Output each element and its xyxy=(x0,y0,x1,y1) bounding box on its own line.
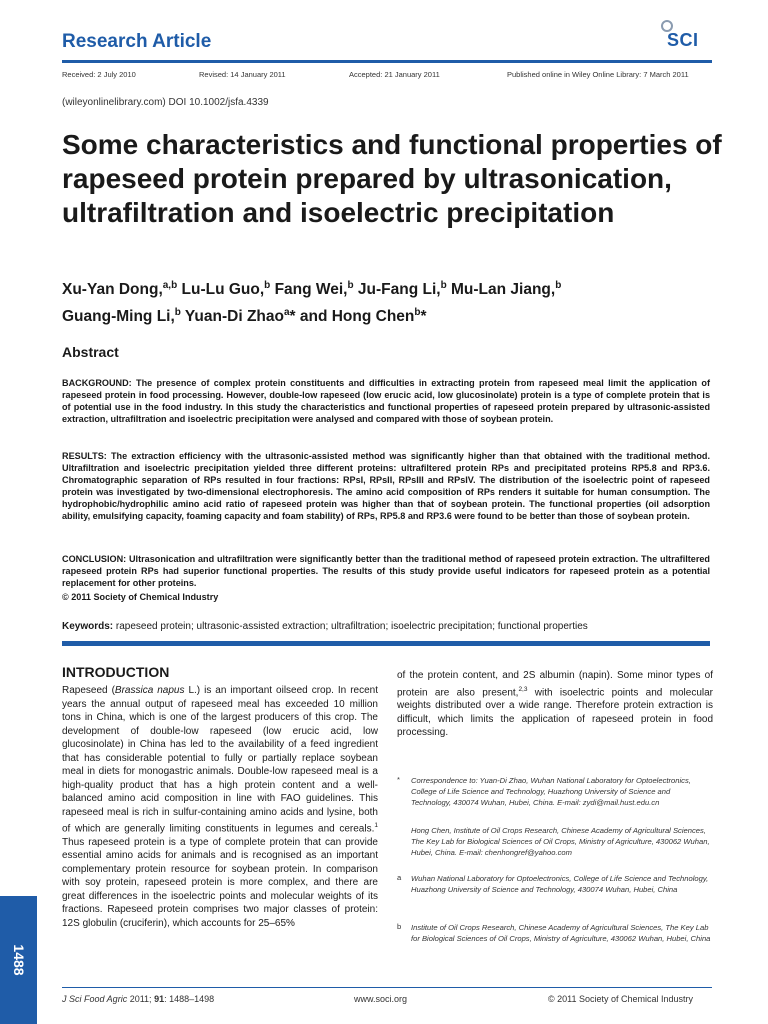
doi-line: (wileyonlinelibrary.com) DOI 10.1002/jsfa.4339 xyxy=(62,97,269,108)
header-rule xyxy=(62,60,712,63)
affiliation-b-marker: b xyxy=(397,922,402,931)
author-affiliation: b xyxy=(174,307,181,319)
correspondence-note-2: Hong Chen, Institute of Oil Crops Research, Chinese Academy of Agricultural Sciences, The Key Lab for Biological Sciences of Oil Crops, Ministry of Agriculture, 430062 Wuhan, Hubei, China. E-mail: chenhongref@yahoo.com xyxy=(411,826,710,857)
author-line-2 xyxy=(62,308,427,325)
abstract-copyright: © 2011 Society of Chemical Industry xyxy=(62,592,219,602)
footer-copyright: © 2011 Society of Chemical Industry xyxy=(548,994,694,1004)
received-date: Received: 2 July 2010 xyxy=(62,70,136,79)
paper-title: Some characteristics and functional properties of rapeseed protein prepared by ultrasonication, ultrafiltration and isoelectric precipitation xyxy=(62,129,722,228)
logo-text: SCI xyxy=(667,30,699,50)
introduction-heading: INTRODUCTION xyxy=(62,664,170,680)
keywords xyxy=(62,621,710,632)
page-number-tab xyxy=(0,896,37,1024)
affiliation-a-marker: a xyxy=(397,873,402,882)
author-affiliation: b xyxy=(555,280,562,291)
intro-text: with isoelectric points and molecular weights distributed over a wide range. Therefore protein extraction is difficult, which limits the application of rapeseed protein in food processing. xyxy=(397,686,713,739)
author-name: * xyxy=(420,308,427,326)
footer-year: 2011; xyxy=(127,994,155,1004)
author-affiliation: a xyxy=(283,307,290,319)
published-date: Published online in Wiley Online Library: 7 March 2011 xyxy=(507,70,689,79)
author-list xyxy=(62,274,722,328)
author-name: Guang-Ming Li, xyxy=(62,308,175,326)
footer-volume: 91 xyxy=(154,994,165,1004)
author-name: Yuan-Di Zhao xyxy=(180,308,284,326)
introduction-column-2 xyxy=(397,669,713,740)
correspondence-note-1: Correspondence to: Yuan-Di Zhao, Wuhan National Laboratory for Optoelectronics, College of Life Science and Technology, Huazhong University of Science and Technology, 430074 Wuhan, Hubei, China. E-mail: zydi@mail.hust.edu.cn xyxy=(411,776,691,807)
footer-journal-name: J Sci Food Agric xyxy=(62,994,128,1004)
intro-text: of the protein content, and 2S albumin (napin). Some minor types of protein are also present, xyxy=(397,670,713,698)
intro-text: Rapeseed ( xyxy=(62,685,115,696)
author-name: * and Hong Chen xyxy=(289,308,415,326)
author-name: Xu-Yan Dong, xyxy=(62,281,163,299)
species-name: Brassica napus xyxy=(114,685,185,696)
abstract-background: BACKGROUND: The presence of complex protein constituents and difficulties in extracting protein from rapeseed meal limit the application of rapeseed protein in food processing. However, double-low rapeseed (low erucic acid, low glucosinolate) protein is a type of complete protein that is of potential use in the food industry. In this study the characteristics and functional properties of rapeseed protein prepared by ultrasonic-assisted extraction, ultrafiltration and isoelectric precipitation were analysed and compared with those of soybean protein. xyxy=(62,378,710,424)
author-name: Fang Wei, xyxy=(270,281,348,299)
keywords-text: rapeseed protein; ultrasonic-assisted extraction; ultrafiltration; isoelectric precipitation; functional properties xyxy=(113,621,588,632)
abstract-results: RESULTS: The extraction efficiency with the ultrasonic-assisted method was significantly higher than that obtained with the traditional method. Ultrafiltration and isoelectric precipitation yielded three different proteins: ultrafiltered protein RPs and precipitated proteins RP5.8 and RP3.6. Chromatographic separation of RPs resulted in four fractions: RPsI, RPsII, RPsIII and RPsIV. The distribution of the isoelectric point of rapeseed protein was investigated by two-dimensional electrophoresis. The amino acid composition of RPs renders it suitable for human consumption. The hydrophobic/hydrophilic amino acid ratio of rapeseed protein was higher than that of soybean protein. The functional properties (oil adsorption ability, emulsifying capacity, foaming capacity and foam stability) of RPs, RP5.8 and RP3.6 were found to be better than those of soybean protein. xyxy=(62,451,710,521)
author-affiliation: b xyxy=(264,280,271,291)
footer-website-link[interactable]: www.soci.org xyxy=(354,994,408,1004)
affiliation-b: Institute of Oil Crops Research, Chinese Academy of Agricultural Sciences, The Key Lab for Biological Sciences of Oil Crops, Ministry of Agriculture, 430062 Wuhan, Hubei, China xyxy=(411,923,711,943)
author-name: Mu-Lan Jiang, xyxy=(446,281,556,299)
publisher-logo xyxy=(655,18,715,52)
citation-ref[interactable]: 1 xyxy=(374,822,378,829)
accepted-date: Accepted: 21 January 2011 xyxy=(349,70,440,79)
intro-text: Thus rapeseed protein is a type of complete protein that can provide essential amino acids for animals and is recognised as an important complementary protein resource for soybean protein. In comparison with soy protein, rapeseed protein is more complex, and there are great differences in the isoelectric points and molecular weights of its fractions. Rapeseed protein comprises two major classes of protein: 12S globulin (cruciferin), which accounts for 25–65% xyxy=(62,836,378,929)
section-rule xyxy=(62,641,710,646)
author-affiliation: b xyxy=(347,280,354,291)
intro-text: L.) is an important oilseed crop. In recent years the annual output of rapeseed meal has exceeded 10 million tons in China, which is one of the largest producers of this crop. The development of double-low rapeseed (low erucic acid, low glucosinolate) in China has led to the availability of a feed ingredient that has considerable potential to fully or partially replace soybean meal in diets for monogastric animals. Double-low rapeseed meal is a high-quality product that has a high protein content and a well-balanced amino acid composition in line with FAO guidelines. This rapeseed meal is rich in sulfur-containing amino acids and lysine, both of which are generally limiting constituents in legumes and cereals. xyxy=(62,685,379,835)
abstract-conclusion: CONCLUSION: Ultrasonication and ultrafiltration were significantly better than the traditional method of rapeseed protein extraction. The ultrafiltered rapeseed protein RPs had superior functional properties. The results of this study provide useful indicators for rapeseed protein as a potential replacement for other proteins. xyxy=(62,554,710,588)
keywords-label: Keywords: xyxy=(62,621,114,632)
author-name: Lu-Lu Guo, xyxy=(177,281,265,299)
citation-ref[interactable]: 2,3 xyxy=(518,685,528,693)
author-name: Ju-Fang Li, xyxy=(353,281,441,299)
affiliation-a: Wuhan National Laboratory for Optoelectronics, College of Life Science and Technology, Huazhong University of Science and Technology, 430074 Wuhan, Hubei, China xyxy=(411,874,709,894)
introduction-column-1 xyxy=(62,684,378,930)
article-type-label: Research Article xyxy=(62,31,212,52)
abstract-heading: Abstract xyxy=(62,344,119,360)
author-affiliation: b xyxy=(414,307,421,319)
author-line-1 xyxy=(62,281,561,298)
author-affiliation: b xyxy=(440,280,447,291)
footnote-star-marker: * xyxy=(397,775,400,784)
author-affiliation: a,b xyxy=(162,280,178,291)
footer-citation xyxy=(62,994,214,1004)
revised-date: Revised: 14 January 2011 xyxy=(199,70,286,79)
page-number: 1488 xyxy=(10,944,27,976)
footer-rule xyxy=(62,987,712,988)
footer-pages: : 1488–1498 xyxy=(164,994,215,1004)
